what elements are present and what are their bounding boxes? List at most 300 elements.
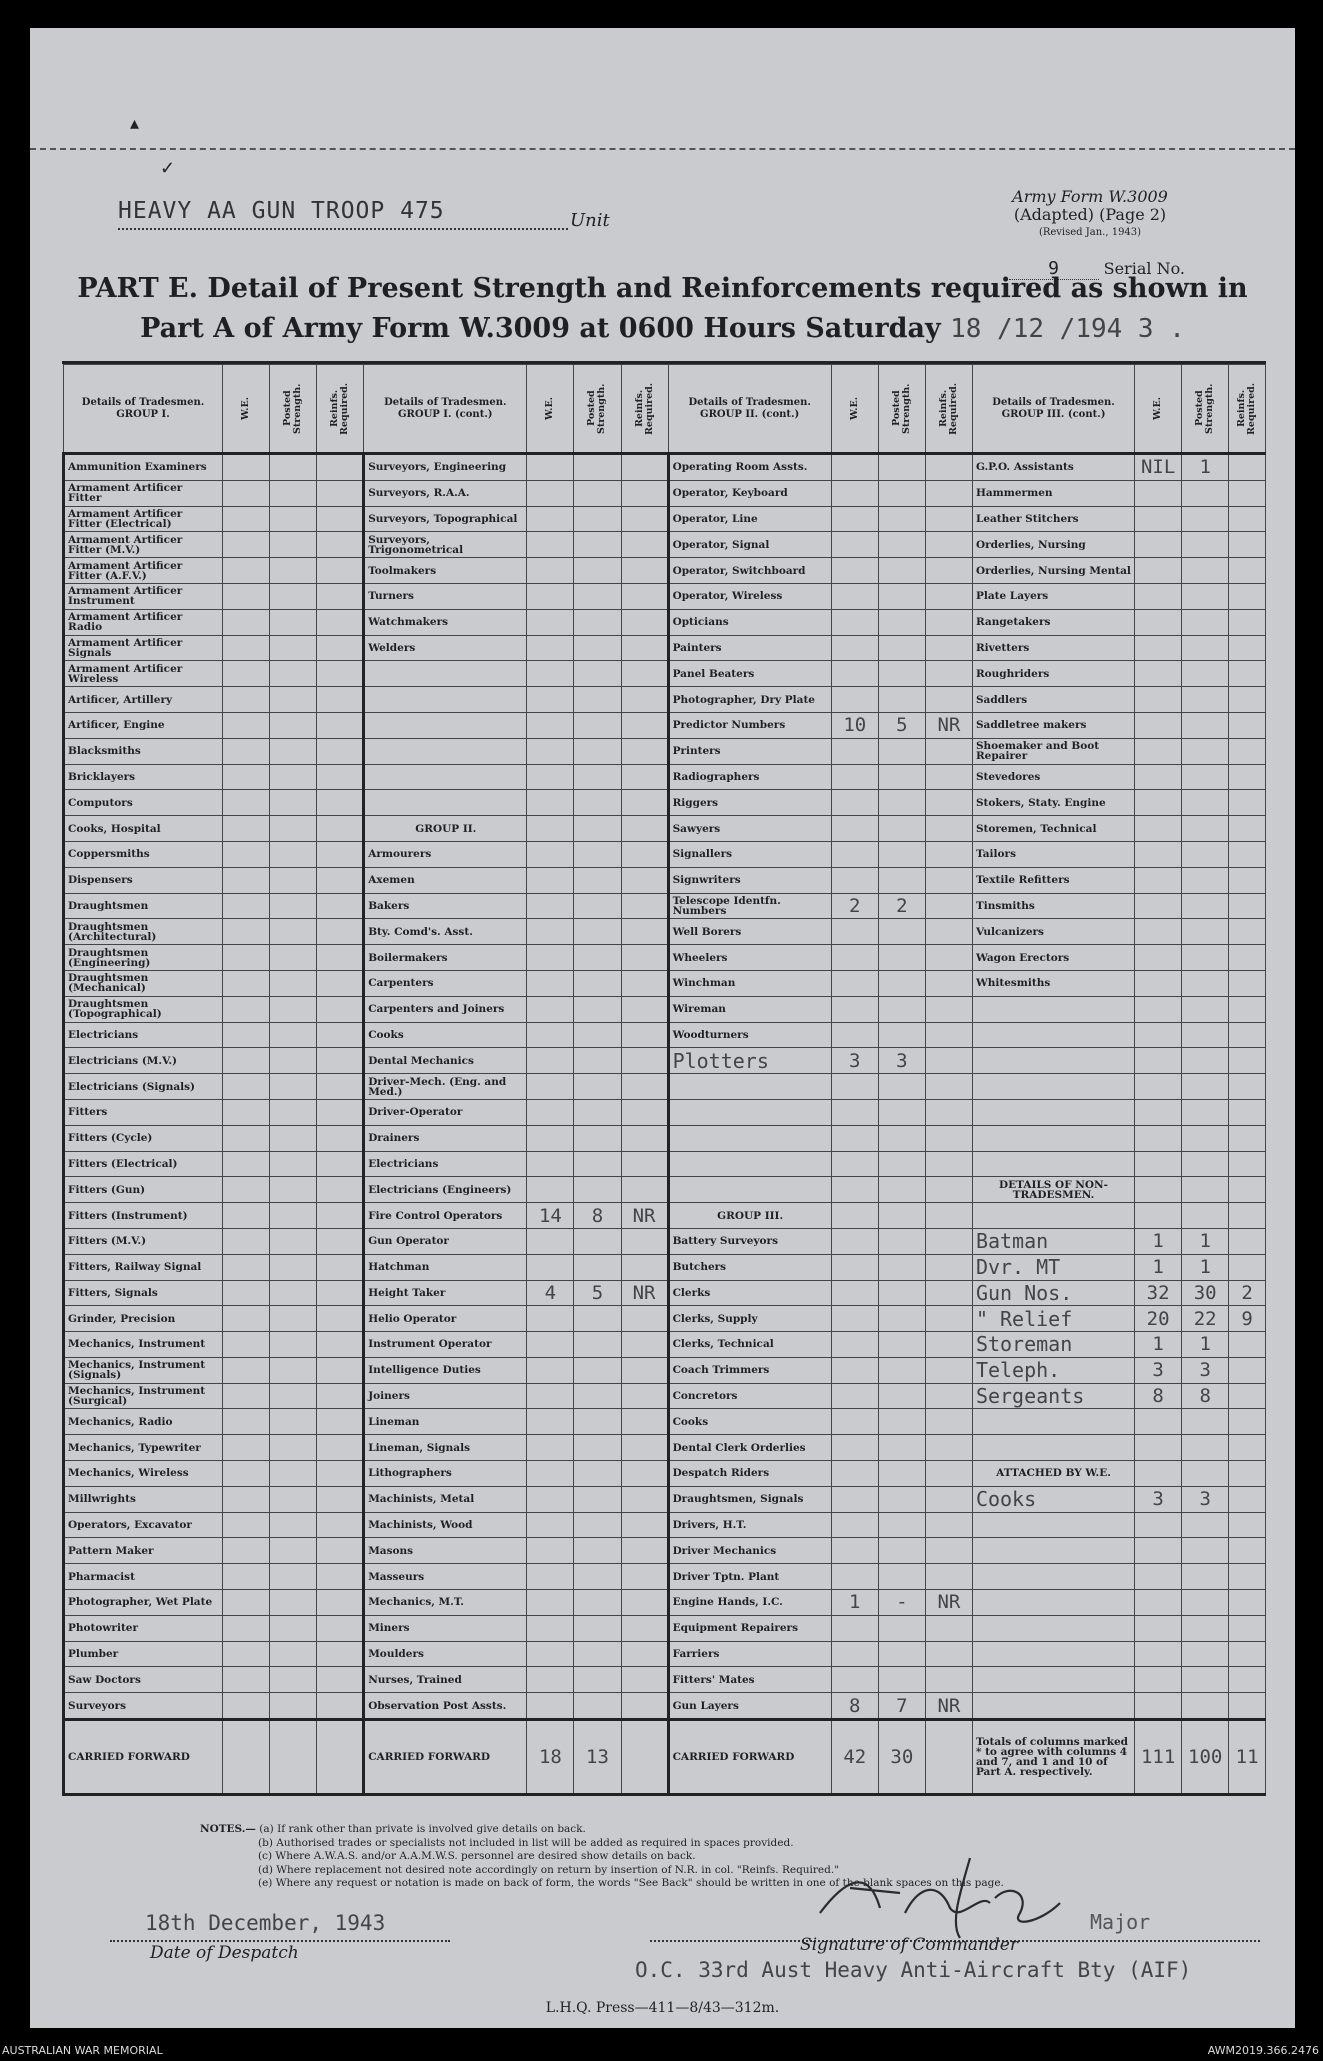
posted-strength-value [270, 1538, 317, 1564]
reinforcements-value [1229, 558, 1266, 584]
trade-name-cell: Fitters, Railway Signal [64, 1254, 223, 1280]
we-value [223, 1099, 270, 1125]
we-value [527, 996, 574, 1022]
trade-name-cell [364, 661, 527, 687]
trade-name-cell: CARRIED FORWARD [668, 1720, 831, 1795]
posted-strength-value [270, 1203, 317, 1229]
we-value [223, 945, 270, 971]
reinforcements-value [317, 1254, 364, 1280]
reinforcements-value [621, 635, 668, 661]
reinforcements-value [1229, 1203, 1266, 1229]
trade-name-cell: Shoemaker and Boot Repairer [972, 738, 1134, 764]
trade-name-cell: Surveyors, R.A.A. [364, 480, 527, 506]
posted-strength-value [878, 970, 925, 996]
reinforcements-value [317, 919, 364, 945]
posted-strength-value [574, 1151, 621, 1177]
commander-unit: O.C. 33rd Aust Heavy Anti-Aircraft Bty (AIF) [635, 1958, 1192, 1982]
we-value [1135, 1099, 1182, 1125]
we-value [223, 996, 270, 1022]
trade-name-cell: Coach Trimmers [668, 1357, 831, 1383]
trade-name-cell: Winchman [668, 970, 831, 996]
we-value [1135, 867, 1182, 893]
posted-strength-value [878, 1641, 925, 1667]
reinforcements-value [317, 1693, 364, 1720]
reinforcements-value [317, 893, 364, 919]
reinforcements-value [925, 1151, 972, 1177]
reinforcements-value [1229, 1590, 1266, 1616]
reinforcements-value [1229, 1048, 1266, 1074]
trade-name-cell: Leather Stitchers [972, 506, 1134, 532]
posted-strength-value [574, 506, 621, 532]
reinforcements-value [317, 1538, 364, 1564]
we-value [1135, 1538, 1182, 1564]
trade-name-cell: Armament Artificer Fitter (A.F.V.) [64, 558, 223, 584]
reinfs-header-text: Reinfs. Required. [1236, 382, 1258, 435]
we-value [1135, 661, 1182, 687]
trade-name-cell: Photographer, Wet Plate [64, 1590, 223, 1616]
table-row [64, 480, 1266, 506]
we-value [527, 480, 574, 506]
reinforcements-value [925, 1667, 972, 1693]
posted-strength-value [270, 1461, 317, 1487]
we-value [527, 1306, 574, 1332]
reinfs-column-header [621, 365, 668, 454]
we-value [223, 1357, 270, 1383]
posted-column-header [270, 365, 317, 454]
posted-strength-value [270, 738, 317, 764]
trade-name-cell: Driver-Mech. (Eng. and Med.) [364, 1074, 527, 1100]
table-row [64, 1461, 1266, 1487]
trade-name-cell: Wireman [668, 996, 831, 1022]
we-value [527, 635, 574, 661]
posted-strength-value [574, 970, 621, 996]
trade-name-cell: Riggers [668, 790, 831, 816]
posted-strength-value [878, 1228, 925, 1254]
reinforcements-value [621, 893, 668, 919]
posted-strength-value [1182, 1615, 1229, 1641]
table-row [64, 1693, 1266, 1720]
trade-name-cell: Helio Operator [364, 1306, 527, 1332]
reinforcements-value [1229, 970, 1266, 996]
table-row [64, 1720, 1266, 1795]
reinforcements-value [317, 1099, 364, 1125]
reinforcements-value [925, 1125, 972, 1151]
posted-strength-value: 22 [1182, 1306, 1229, 1332]
posted-strength-value: 5 [878, 712, 925, 738]
table-row [64, 1332, 1266, 1358]
table-row [64, 790, 1266, 816]
reinforcements-value [317, 583, 364, 609]
posted-strength-value: 8 [574, 1203, 621, 1229]
reinforcements-value [621, 1099, 668, 1125]
posted-strength-value [270, 996, 317, 1022]
posted-strength-value: 3 [1182, 1486, 1229, 1512]
we-value: 18 [527, 1720, 574, 1795]
we-value [527, 687, 574, 713]
we-value: NIL [1135, 454, 1182, 481]
ink-speck: ✓ [160, 158, 176, 179]
we-value [223, 1332, 270, 1358]
posted-strength-value: 3 [1182, 1357, 1229, 1383]
we-value [1135, 1125, 1182, 1151]
note-item: (b) Authorised trades or specialists not included in list will be added as required in spaces provided. [258, 1836, 794, 1849]
reinforcements-value [317, 1357, 364, 1383]
reinforcements-value [317, 1564, 364, 1590]
we-value [831, 532, 878, 558]
trade-name-cell: Mechanics, Radio [64, 1409, 223, 1435]
table-row [64, 687, 1266, 713]
reinforcements-value: NR [621, 1280, 668, 1306]
we-value [527, 1615, 574, 1641]
we-value [831, 790, 878, 816]
table-row [64, 1177, 1266, 1203]
posted-strength-value [878, 867, 925, 893]
trade-name-cell: Dvr. MT [972, 1254, 1134, 1280]
trade-name-cell: Storemen, Technical [972, 816, 1134, 842]
posted-strength-value [1182, 1564, 1229, 1590]
trade-name-cell: Watchmakers [364, 609, 527, 635]
ink-speck: ▴ [130, 113, 140, 134]
we-value [527, 1228, 574, 1254]
posted-strength-value [878, 480, 925, 506]
reinforcements-value [925, 1203, 972, 1229]
we-value: 14 [527, 1203, 574, 1229]
posted-strength-value [1182, 558, 1229, 584]
trade-name-cell: Textile Refitters [972, 867, 1134, 893]
posted-strength-value [1182, 1512, 1229, 1538]
we-value [1135, 1564, 1182, 1590]
reinforcements-value: 9 [1229, 1306, 1266, 1332]
we-value [527, 1125, 574, 1151]
posted-strength-value [270, 1693, 317, 1720]
we-value [527, 609, 574, 635]
we-value [1135, 790, 1182, 816]
we-value [831, 454, 878, 481]
trade-name-cell: Clerks, Supply [668, 1306, 831, 1332]
we-value [527, 816, 574, 842]
trade-name-cell: Joiners [364, 1383, 527, 1409]
table-row [64, 1512, 1266, 1538]
serial-label: Serial No. [1103, 259, 1185, 278]
posted-strength-value [878, 661, 925, 687]
commander-signature [810, 1853, 1080, 1943]
we-value [527, 1022, 574, 1048]
we-value: 1 [1135, 1228, 1182, 1254]
we-value [1135, 558, 1182, 584]
posted-strength-value: - [878, 1590, 925, 1616]
posted-header-text: Posted Strength. [586, 383, 608, 434]
we-value [1135, 996, 1182, 1022]
reinforcements-value [1229, 1461, 1266, 1487]
posted-strength-value [574, 609, 621, 635]
posted-strength-value [878, 1151, 925, 1177]
press-mark: L.H.Q. Press—411—8/43—312m. [545, 2000, 780, 2016]
we-value [1135, 506, 1182, 532]
posted-strength-value [270, 635, 317, 661]
table-row [64, 1409, 1266, 1435]
trade-name-cell: Computors [64, 790, 223, 816]
we-value: 3 [831, 1048, 878, 1074]
we-value [223, 1203, 270, 1229]
posted-strength-value [1182, 1048, 1229, 1074]
we-value [831, 1435, 878, 1461]
posted-strength-value [1182, 712, 1229, 738]
reinforcements-value [925, 1332, 972, 1358]
trade-name-cell [972, 1074, 1134, 1100]
table-row [64, 1074, 1266, 1100]
we-value [1135, 1151, 1182, 1177]
reinforcements-value [317, 816, 364, 842]
we-value [527, 1486, 574, 1512]
reinforcements-value [621, 996, 668, 1022]
we-value [223, 712, 270, 738]
reinforcements-value [925, 1357, 972, 1383]
we-value [527, 790, 574, 816]
trade-name-cell: Observation Post Assts. [364, 1693, 527, 1720]
we-value [831, 1151, 878, 1177]
trade-name-cell: Draughtsmen, Signals [668, 1486, 831, 1512]
we-value [527, 454, 574, 481]
table-row [64, 764, 1266, 790]
posted-strength-value [270, 1022, 317, 1048]
reinforcements-value [317, 1332, 364, 1358]
reinforcements-value [317, 1280, 364, 1306]
posted-strength-value: 30 [1182, 1280, 1229, 1306]
reinforcements-value [621, 687, 668, 713]
posted-strength-value [574, 687, 621, 713]
reinforcements-value [1229, 1151, 1266, 1177]
trade-name-cell: Orderlies, Nursing Mental [972, 558, 1134, 584]
we-value [1135, 738, 1182, 764]
trade-name-cell: Surveyors, Engineering [364, 454, 527, 481]
reinforcements-value [621, 816, 668, 842]
we-value [831, 1125, 878, 1151]
reinforcements-value [925, 454, 972, 481]
reinforcements-value [317, 1461, 364, 1487]
trade-name-cell: Drivers, H.T. [668, 1512, 831, 1538]
posted-header-text: Posted Strength. [282, 383, 304, 434]
trade-name-cell [364, 790, 527, 816]
we-value [527, 1590, 574, 1616]
table-row [64, 635, 1266, 661]
reinforcements-value [925, 583, 972, 609]
reinforcements-value [1229, 609, 1266, 635]
reinforcements-value: NR [925, 1590, 972, 1616]
posted-strength-value [878, 996, 925, 1022]
posted-strength-value [270, 1332, 317, 1358]
trade-name-cell: Axemen [364, 867, 527, 893]
reinforcements-value [317, 996, 364, 1022]
posted-strength-value: 100 [1182, 1720, 1229, 1795]
we-value [831, 687, 878, 713]
reinfs-header-text: Reinfs. Required. [937, 382, 959, 435]
perforation-line [30, 148, 1295, 150]
posted-strength-value [270, 893, 317, 919]
reinforcements-value [621, 1228, 668, 1254]
trade-name-cell: Instrument Operator [364, 1332, 527, 1358]
reinforcements-value [1229, 1357, 1266, 1383]
we-value [527, 1641, 574, 1667]
posted-strength-value [574, 996, 621, 1022]
posted-strength-value [574, 1693, 621, 1720]
we-value [223, 1383, 270, 1409]
trade-name-cell: Plotters [668, 1048, 831, 1074]
trade-name-cell: Carpenters [364, 970, 527, 996]
we-column-header [527, 365, 574, 454]
reinforcements-value [621, 583, 668, 609]
posted-strength-value [1182, 893, 1229, 919]
reinforcements-value: 2 [1229, 1280, 1266, 1306]
we-value [1135, 1177, 1182, 1203]
trade-name-cell: Hammermen [972, 480, 1134, 506]
trade-name-cell: Mechanics, Wireless [64, 1461, 223, 1487]
we-value: 42 [831, 1720, 878, 1795]
we-value [223, 480, 270, 506]
trade-name-cell [668, 1125, 831, 1151]
reinforcements-value [1229, 661, 1266, 687]
trade-name-cell: Despatch Riders [668, 1461, 831, 1487]
we-value: 1 [1135, 1332, 1182, 1358]
trade-name-cell [668, 1074, 831, 1100]
posted-column-header [878, 365, 925, 454]
trade-name-cell: Turners [364, 583, 527, 609]
reinfs-header-text: Reinfs. Required. [329, 382, 351, 435]
reinforcements-value [925, 893, 972, 919]
table-row [64, 1306, 1266, 1332]
posted-strength-value [878, 1306, 925, 1332]
posted-strength-value [270, 919, 317, 945]
we-value [223, 1125, 270, 1151]
trade-name-cell: Stokers, Staty. Engine [972, 790, 1134, 816]
reinforcements-value [925, 1306, 972, 1332]
reinforcements-value [621, 661, 668, 687]
reinforcements-value [317, 1228, 364, 1254]
trade-name-cell: Draughtsmen (Engineering) [64, 945, 223, 971]
trade-name-cell: Electricians (Signals) [64, 1074, 223, 1100]
reinforcements-value [621, 1306, 668, 1332]
we-value [831, 841, 878, 867]
table-row [64, 609, 1266, 635]
trade-name-cell: Telescope Identfn. Numbers [668, 893, 831, 919]
posted-strength-value [270, 1151, 317, 1177]
trade-name-cell: CARRIED FORWARD [364, 1720, 527, 1795]
we-value [223, 454, 270, 481]
trade-name-cell: Roughriders [972, 661, 1134, 687]
posted-strength-value [878, 1667, 925, 1693]
posted-strength-value [270, 1435, 317, 1461]
we-value [527, 1099, 574, 1125]
we-value [1135, 1615, 1182, 1641]
trade-name-cell: Well Borers [668, 919, 831, 945]
reinforcements-value [621, 454, 668, 481]
we-value [831, 1512, 878, 1538]
trade-name-cell: Electricians [64, 1022, 223, 1048]
table-row [64, 1615, 1266, 1641]
we-value [223, 1720, 270, 1795]
trade-name-cell: Intelligence Duties [364, 1357, 527, 1383]
reinforcements-value [1229, 1564, 1266, 1590]
posted-strength-value [1182, 1151, 1229, 1177]
we-value [831, 970, 878, 996]
trade-name-cell: Draughtsmen (Topographical) [64, 996, 223, 1022]
posted-strength-value [1182, 583, 1229, 609]
trade-name-cell [972, 1125, 1134, 1151]
reinforcements-value: NR [925, 712, 972, 738]
we-value [831, 764, 878, 790]
posted-strength-value [574, 1667, 621, 1693]
reinforcements-value [621, 1693, 668, 1720]
reinforcements-value [621, 1383, 668, 1409]
posted-strength-value [878, 506, 925, 532]
reinforcements-value [925, 738, 972, 764]
form-sheet [30, 28, 1295, 2028]
reinforcements-value [621, 867, 668, 893]
posted-strength-value [270, 1048, 317, 1074]
reinforcements-value [621, 1615, 668, 1641]
trade-name-cell: Stevedores [972, 764, 1134, 790]
reinforcements-value [1229, 1022, 1266, 1048]
we-value [1135, 970, 1182, 996]
we-value [223, 1615, 270, 1641]
posted-strength-value [878, 1564, 925, 1590]
reinforcements-value [317, 1306, 364, 1332]
we-value [223, 893, 270, 919]
we-value [1135, 1693, 1182, 1720]
trade-name-cell: Armament Artificer Fitter [64, 480, 223, 506]
we-value [1135, 687, 1182, 713]
we-value [223, 532, 270, 558]
we-value [527, 1383, 574, 1409]
we-value [1135, 1590, 1182, 1616]
posted-strength-value [878, 1383, 925, 1409]
reinforcements-value [317, 790, 364, 816]
reinforcements-value [925, 764, 972, 790]
posted-strength-value [270, 506, 317, 532]
despatch-label: Date of Despatch [150, 1943, 299, 1963]
posted-strength-value [270, 970, 317, 996]
reinforcements-value [925, 867, 972, 893]
table-row [64, 1641, 1266, 1667]
posted-strength-value [574, 583, 621, 609]
trade-name-cell: Vulcanizers [972, 919, 1134, 945]
we-value [831, 609, 878, 635]
posted-strength-value [574, 1435, 621, 1461]
trade-name-cell: Draughtsmen (Mechanical) [64, 970, 223, 996]
trade-name-cell: Saddletree makers [972, 712, 1134, 738]
trade-name-cell: Bty. Comd's. Asst. [364, 919, 527, 945]
trade-name-cell: Tailors [972, 841, 1134, 867]
reinforcements-value [1229, 454, 1266, 481]
details-label: Details of Tradesmen. [384, 396, 507, 408]
reinforcements-value [1229, 532, 1266, 558]
reinforcements-value [317, 558, 364, 584]
we-value [1135, 1048, 1182, 1074]
reinforcements-value [925, 1615, 972, 1641]
posted-strength-value [878, 1615, 925, 1641]
posted-strength-value [574, 1512, 621, 1538]
reinforcements-value: NR [621, 1203, 668, 1229]
reinforcements-value [925, 1022, 972, 1048]
we-value [223, 1022, 270, 1048]
trade-name-cell: Draughtsmen [64, 893, 223, 919]
reinforcements-value [317, 738, 364, 764]
we-column-header [223, 365, 270, 454]
posted-strength-value [270, 764, 317, 790]
trade-name-cell: Masseurs [364, 1564, 527, 1590]
posted-strength-value: 1 [1182, 454, 1229, 481]
trade-name-cell: Operator, Line [668, 506, 831, 532]
reinforcements-value [621, 1022, 668, 1048]
